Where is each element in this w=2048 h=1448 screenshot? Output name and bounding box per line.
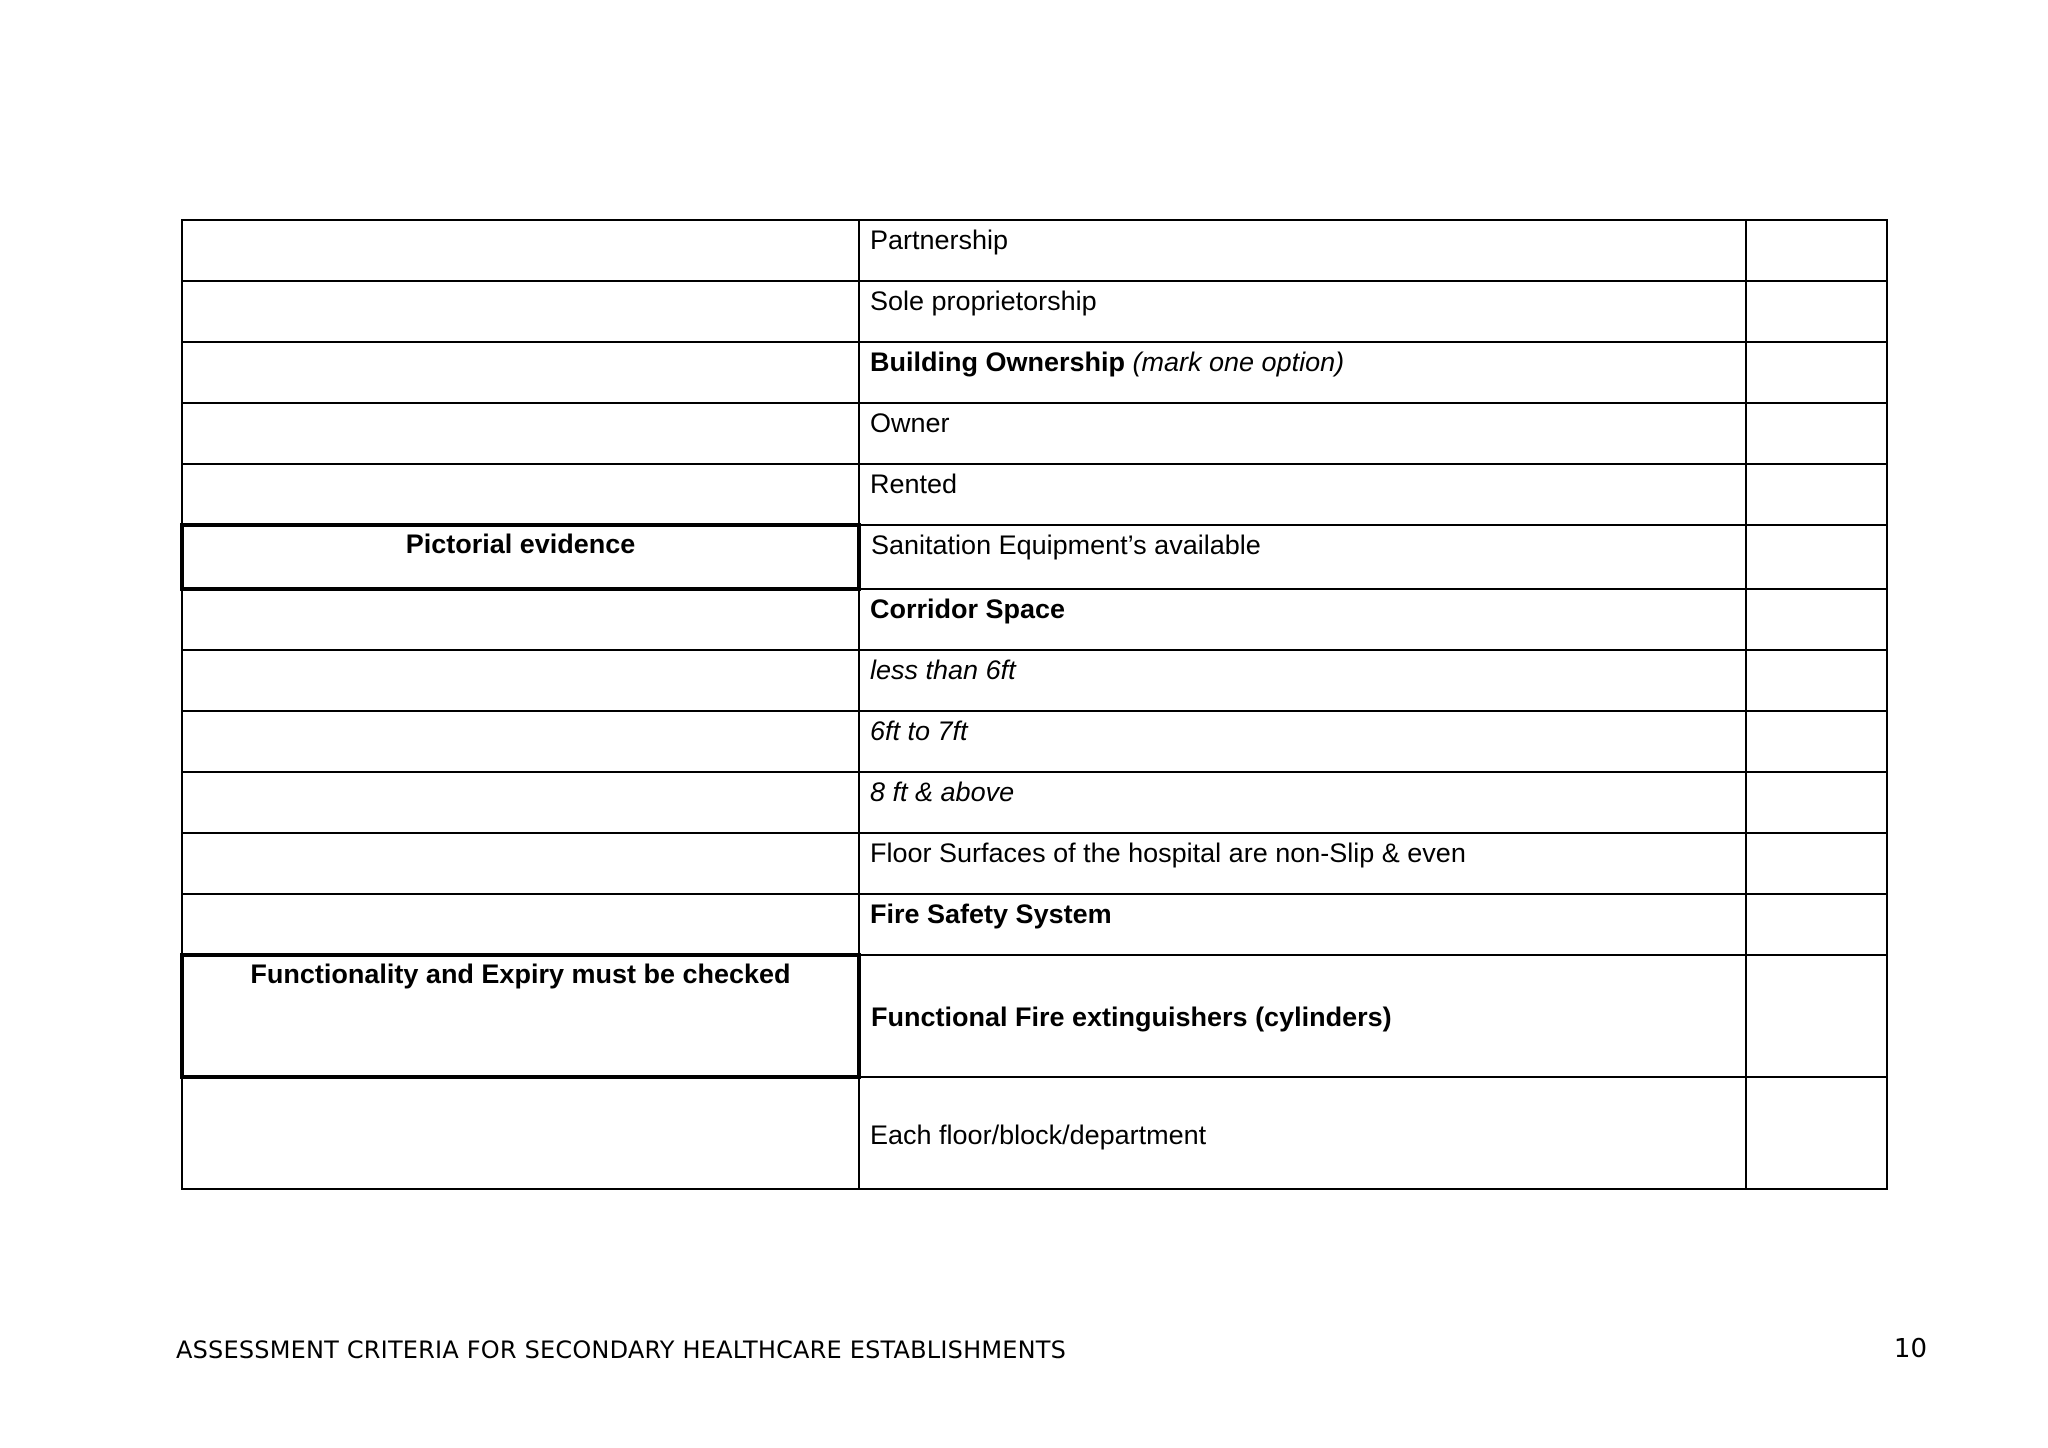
- evidence-cell: Pictorial evidence: [182, 525, 859, 589]
- evidence-cell: [182, 464, 859, 525]
- table-row: [182, 525, 1887, 589]
- mark-cell[interactable]: [1746, 1077, 1887, 1189]
- section-note: (mark one option): [1132, 347, 1345, 377]
- criteria-text: Sole proprietorship: [870, 286, 1097, 316]
- criteria-text: Rented: [870, 469, 958, 499]
- table-row: [182, 589, 1887, 650]
- table-row: [182, 955, 1887, 1077]
- criteria-cell: [859, 403, 1746, 464]
- evidence-cell: [182, 772, 859, 833]
- mark-cell[interactable]: [1746, 955, 1887, 1077]
- evidence-cell: [182, 220, 859, 281]
- evidence-cell: [182, 650, 859, 711]
- mark-cell[interactable]: [1746, 711, 1887, 772]
- section-heading: Corridor Space: [870, 594, 1066, 624]
- mark-cell[interactable]: [1746, 772, 1887, 833]
- criteria-text: Owner: [870, 408, 950, 438]
- criteria-cell: [859, 833, 1746, 894]
- table-row: [182, 464, 1887, 525]
- criteria-option: 8 ft & above: [870, 777, 1015, 807]
- table-row: [182, 220, 1887, 281]
- table-row: [182, 711, 1887, 772]
- criteria-cell: [859, 894, 1746, 955]
- criteria-text: Sanitation Equipment’s available: [871, 530, 1261, 560]
- table-row: [182, 281, 1887, 342]
- mark-cell[interactable]: [1746, 525, 1887, 589]
- table-row: [182, 342, 1887, 403]
- criteria-cell: [859, 711, 1746, 772]
- evidence-cell: [182, 589, 859, 650]
- mark-cell[interactable]: [1746, 464, 1887, 525]
- table-row: [182, 772, 1887, 833]
- footer-title: ASSESSMENT CRITERIA FOR SECONDARY HEALTHCARE ESTABLISHMENTS: [176, 1336, 1067, 1364]
- criteria-cell: [859, 589, 1746, 650]
- evidence-cell: [182, 403, 859, 464]
- mark-cell[interactable]: [1746, 833, 1887, 894]
- mark-cell[interactable]: [1746, 403, 1887, 464]
- section-heading: Building Ownership: [870, 347, 1125, 377]
- table-row: [182, 1077, 1887, 1189]
- criteria-text: Partnership: [870, 225, 1009, 255]
- mark-cell[interactable]: [1746, 220, 1887, 281]
- criteria-cell: [859, 342, 1746, 403]
- mark-cell[interactable]: [1746, 650, 1887, 711]
- mark-cell[interactable]: [1746, 589, 1887, 650]
- criteria-option: 6ft to 7ft: [870, 716, 968, 746]
- section-heading: Fire Safety System: [870, 899, 1112, 929]
- assessment-table: [180, 219, 1888, 1190]
- table-row: [182, 833, 1887, 894]
- evidence-cell: [182, 342, 859, 403]
- criteria-option: less than 6ft: [870, 655, 1016, 685]
- evidence-cell: [182, 711, 859, 772]
- criteria-cell: [859, 955, 1746, 1077]
- criteria-cell: [859, 772, 1746, 833]
- criteria-text: Each floor/block/department: [870, 1120, 1207, 1150]
- table-row: [182, 403, 1887, 464]
- evidence-cell: [182, 281, 859, 342]
- mark-cell[interactable]: [1746, 894, 1887, 955]
- evidence-cell: [182, 1077, 859, 1189]
- evidence-cell: [182, 833, 859, 894]
- criteria-cell: [859, 1077, 1746, 1189]
- mark-cell[interactable]: [1746, 342, 1887, 403]
- table-row: [182, 650, 1887, 711]
- table-row: [182, 894, 1887, 955]
- criteria-cell: [859, 281, 1746, 342]
- page-number: 10: [1893, 1334, 1927, 1364]
- criteria-cell: [859, 525, 1746, 589]
- criteria-cell: [859, 650, 1746, 711]
- criteria-cell: [859, 220, 1746, 281]
- criteria-heading: Functional Fire extinguishers (cylinders): [871, 1002, 1392, 1032]
- criteria-text: Floor Surfaces of the hospital are non-Slip & even: [870, 838, 1466, 868]
- evidence-cell: [182, 894, 859, 955]
- criteria-cell: [859, 464, 1746, 525]
- evidence-cell: Functionality and Expiry must be checked: [182, 955, 859, 1077]
- mark-cell[interactable]: [1746, 281, 1887, 342]
